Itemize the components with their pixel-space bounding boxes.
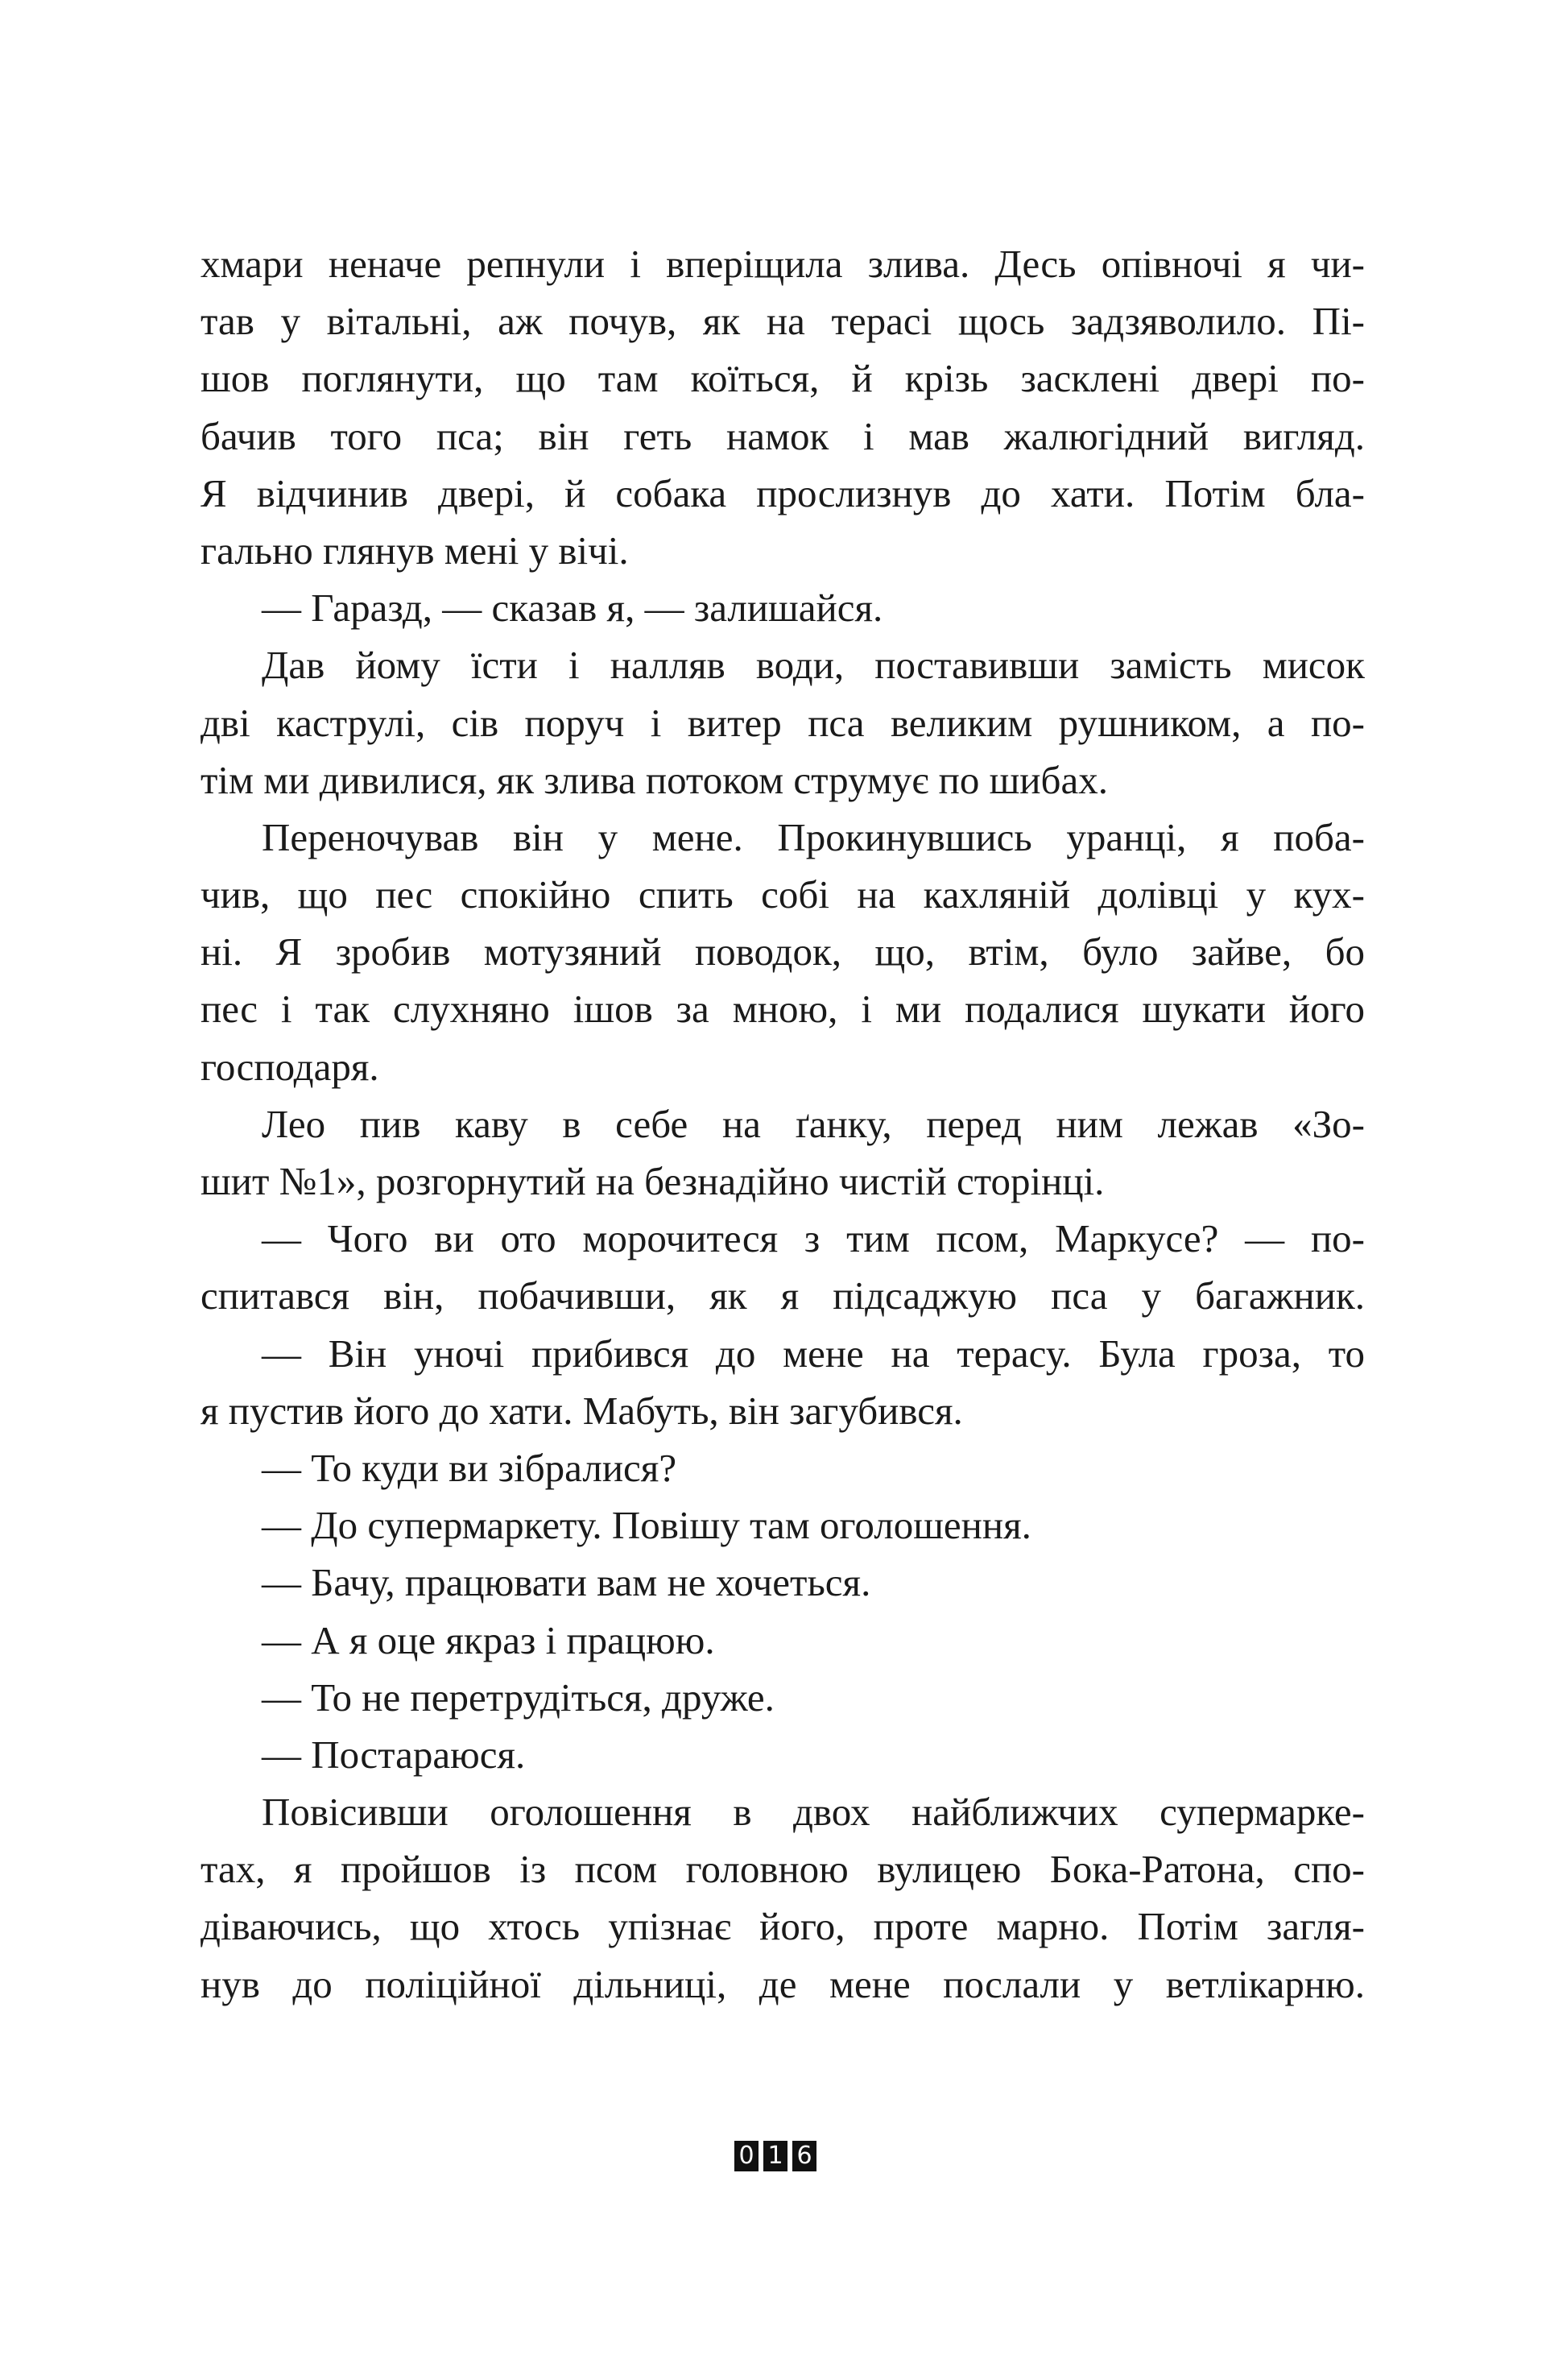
page-number-digit: 1 <box>763 2141 787 2171</box>
text-line: — Він уночі прибився до мене на терасу. Була гроза, то <box>262 1331 1365 1376</box>
page-number-digit: 0 <box>734 2141 759 2171</box>
text-line: спитався він, побачивши, як я підсаджую пса у багажник. <box>200 1273 1365 1318</box>
text-line: шит №1», розгорнутий на безнадійно чистій сторінці. <box>200 1159 1105 1203</box>
text-line: Переночував він у мене. Прокинувшись уранці, я поба- <box>262 814 1365 859</box>
text-line: — Бачу, працювати вам не хочеться. <box>262 1560 871 1605</box>
text-line: — Чого ви ото морочитеся з тим псом, Маркусе? — по- <box>262 1216 1365 1261</box>
text-line: тім ми дивилися, як злива потоком струмує по шибах. <box>200 757 1108 802</box>
text-line: — То куди ви зібралися? <box>262 1445 677 1490</box>
text-line: Повісивши оголошення в двох найближчих супермарке- <box>262 1790 1365 1835</box>
text-line: гально глянув мені у вічі. <box>200 528 629 573</box>
text-line: — А я оце якраз і працюю. <box>262 1617 715 1662</box>
text-line: — До супермаркету. Повішу там оголошення. <box>262 1503 1031 1548</box>
text-line: чив, що пес спокійно спить собі на кахляній долівці у кух- <box>200 872 1365 917</box>
text-line: Дав йому їсти і налляв води, поставивши замість мисок <box>262 643 1365 688</box>
text-line: бачив того пса; він геть намок і мав жалюгідний вигляд. <box>200 413 1365 458</box>
text-line: господаря. <box>200 1044 379 1089</box>
text-line: дві каструлі, сів поруч і витер пса великим рушником, а по- <box>200 700 1365 745</box>
text-line: пес і так слухняно ішов за мною, і ми подалися шукати його <box>200 987 1365 1032</box>
text-line: — Гаразд, — сказав я, — залишайся. <box>262 586 883 631</box>
text-line: хмари неначе репнули і вперіщила злива. Десь опівночі я чи- <box>200 242 1365 286</box>
text-line: діваючись, що хтось упізнає його, проте марно. Потім загля- <box>200 1904 1365 1949</box>
text-line: ні. Я зробив мотузяний поводок, що, втім, було зайве, бо <box>200 929 1365 975</box>
text-line: — То не перетрудіться, друже. <box>262 1674 775 1720</box>
body-text <box>200 235 1365 2013</box>
page-number-digit: 6 <box>792 2141 816 2171</box>
text-line: — Постараюся. <box>262 1732 526 1777</box>
text-line: нув до поліційної дільниці, де мене послали у ветлікарню. <box>200 1961 1365 2006</box>
text-line: Лео пив каву в себе на ґанку, перед ним лежав «Зо- <box>262 1101 1365 1146</box>
text-line: тах, я пройшов із псом головною вулицею Бока-Ратона, спо- <box>200 1847 1365 1892</box>
text-line: я пустив його до хати. Мабуть, він загубився. <box>200 1388 963 1433</box>
text-line: Я відчинив двері, й собака прослизнув до хати. Потім бла- <box>200 470 1365 515</box>
text-line: тав у вітальні, аж почув, як на терасі щось задзяволило. Пі- <box>200 299 1365 344</box>
text-line: шов поглянути, що там коїться, й крізь засклені двері по- <box>200 356 1365 401</box>
page-number <box>734 2141 816 2171</box>
